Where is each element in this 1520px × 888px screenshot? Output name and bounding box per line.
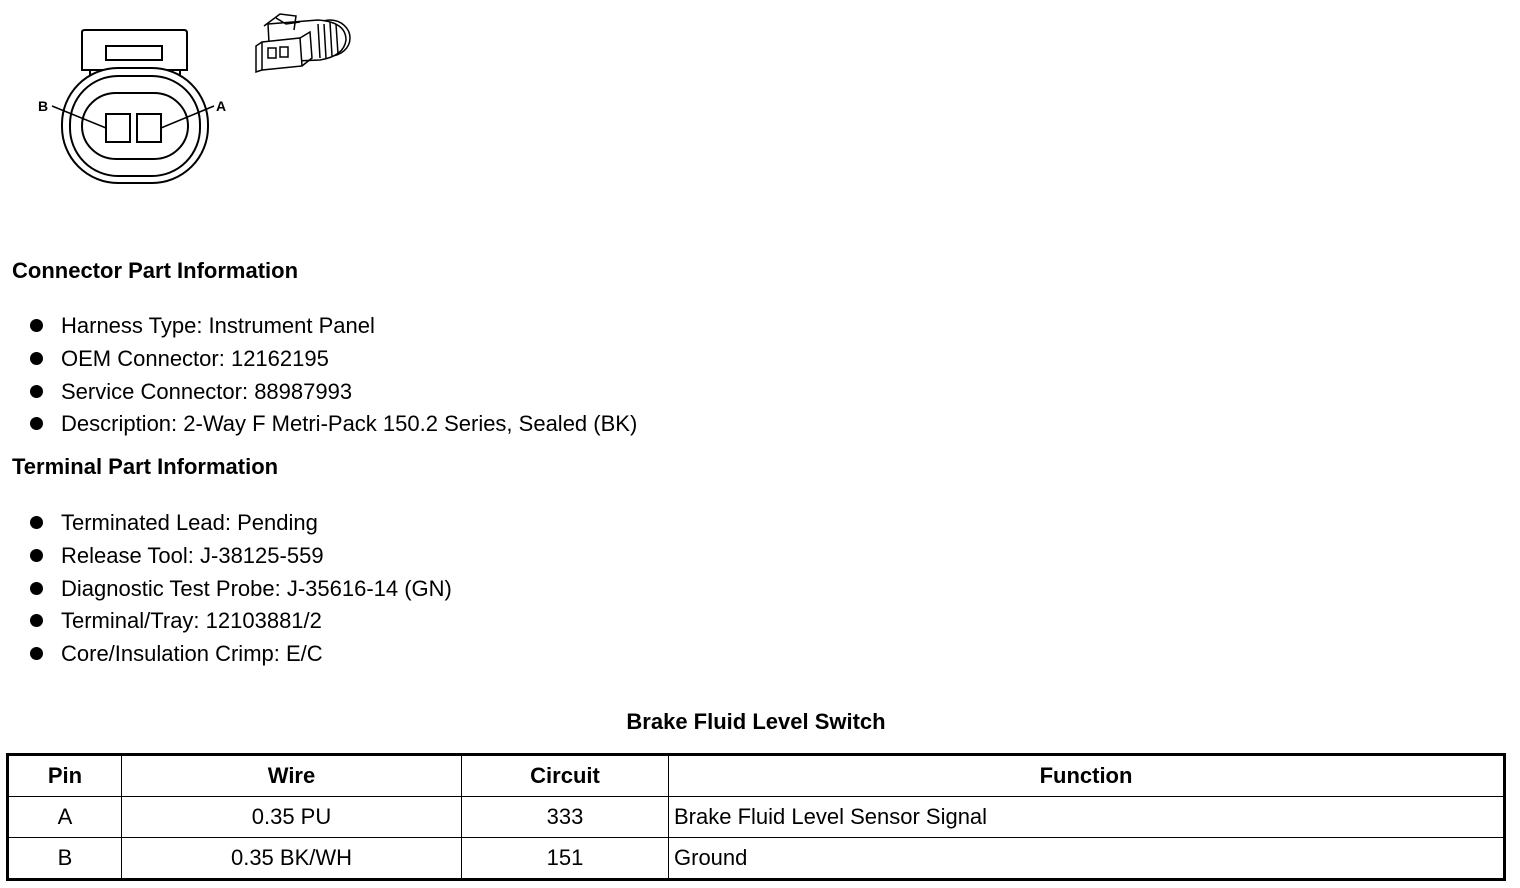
harness-type: Harness Type: Instrument Panel [61, 313, 375, 338]
table-row [8, 797, 1505, 838]
terminal-part-info-list [30, 507, 452, 671]
terminated-lead: Terminated Lead: Pending [61, 510, 318, 535]
connector-description: Description: 2-Way F Metri-Pack 150.2 Series, Sealed (BK) [61, 411, 638, 437]
bullet-icon [30, 614, 43, 627]
column-header-function: Function [669, 755, 1505, 797]
list-item [30, 573, 452, 606]
column-header-wire: Wire [122, 755, 462, 797]
bullet-icon [30, 417, 43, 430]
connector-body [62, 68, 208, 183]
cell-pin: A [8, 797, 122, 838]
cell-pin: B [8, 838, 122, 880]
list-item [30, 310, 637, 343]
oem-connector: OEM Connector: 12162195 [61, 345, 329, 371]
bullet-icon [30, 516, 43, 529]
list-item [30, 376, 637, 409]
bullet-icon [30, 582, 43, 595]
column-header-circuit: Circuit [462, 755, 669, 797]
release-tool: Release Tool: J-38125-559 [61, 542, 324, 568]
bullet-icon [30, 647, 43, 660]
connector-isometric-sketch [256, 14, 350, 72]
pin-label-a: A [216, 98, 227, 114]
bullet-icon [30, 549, 43, 562]
terminal-tray: Terminal/Tray: 12103881/2 [61, 608, 322, 634]
pin-table-title: Brake Fluid Level Switch [626, 709, 886, 734]
pin-label-b: B [38, 98, 49, 114]
list-item [30, 343, 637, 376]
connector-part-info-heading: Connector Part Information [12, 258, 299, 283]
connector-part-info-list [30, 310, 637, 441]
bullet-icon [30, 352, 43, 365]
cell-circuit: 333 [462, 797, 669, 838]
connector-diagram [0, 0, 400, 220]
cell-circuit: 151 [462, 838, 669, 880]
connector-lock-tab [82, 30, 187, 70]
cell-function: Brake Fluid Level Sensor Signal [669, 797, 1505, 838]
cell-function: Ground [669, 838, 1505, 880]
list-item [30, 408, 637, 441]
list-item [30, 540, 452, 573]
terminal-part-info-heading: Terminal Part Information [12, 454, 279, 479]
list-item [30, 638, 452, 671]
table-header-row [8, 755, 1505, 797]
list-item [30, 507, 452, 540]
core-insulation-crimp: Core/Insulation Crimp: E/C [61, 641, 323, 667]
list-item [30, 605, 452, 638]
bullet-icon [30, 319, 43, 332]
table-row [8, 838, 1505, 880]
cell-wire: 0.35 PU [122, 797, 462, 838]
connector-lock-window [106, 46, 162, 60]
pin-table [6, 753, 1506, 881]
cell-wire: 0.35 BK/WH [122, 838, 462, 880]
column-header-pin: Pin [8, 755, 122, 797]
diagnostic-test-probe: Diagnostic Test Probe: J-35616-14 (GN) [61, 575, 452, 601]
bullet-icon [30, 385, 43, 398]
service-connector: Service Connector: 88987993 [61, 378, 353, 404]
